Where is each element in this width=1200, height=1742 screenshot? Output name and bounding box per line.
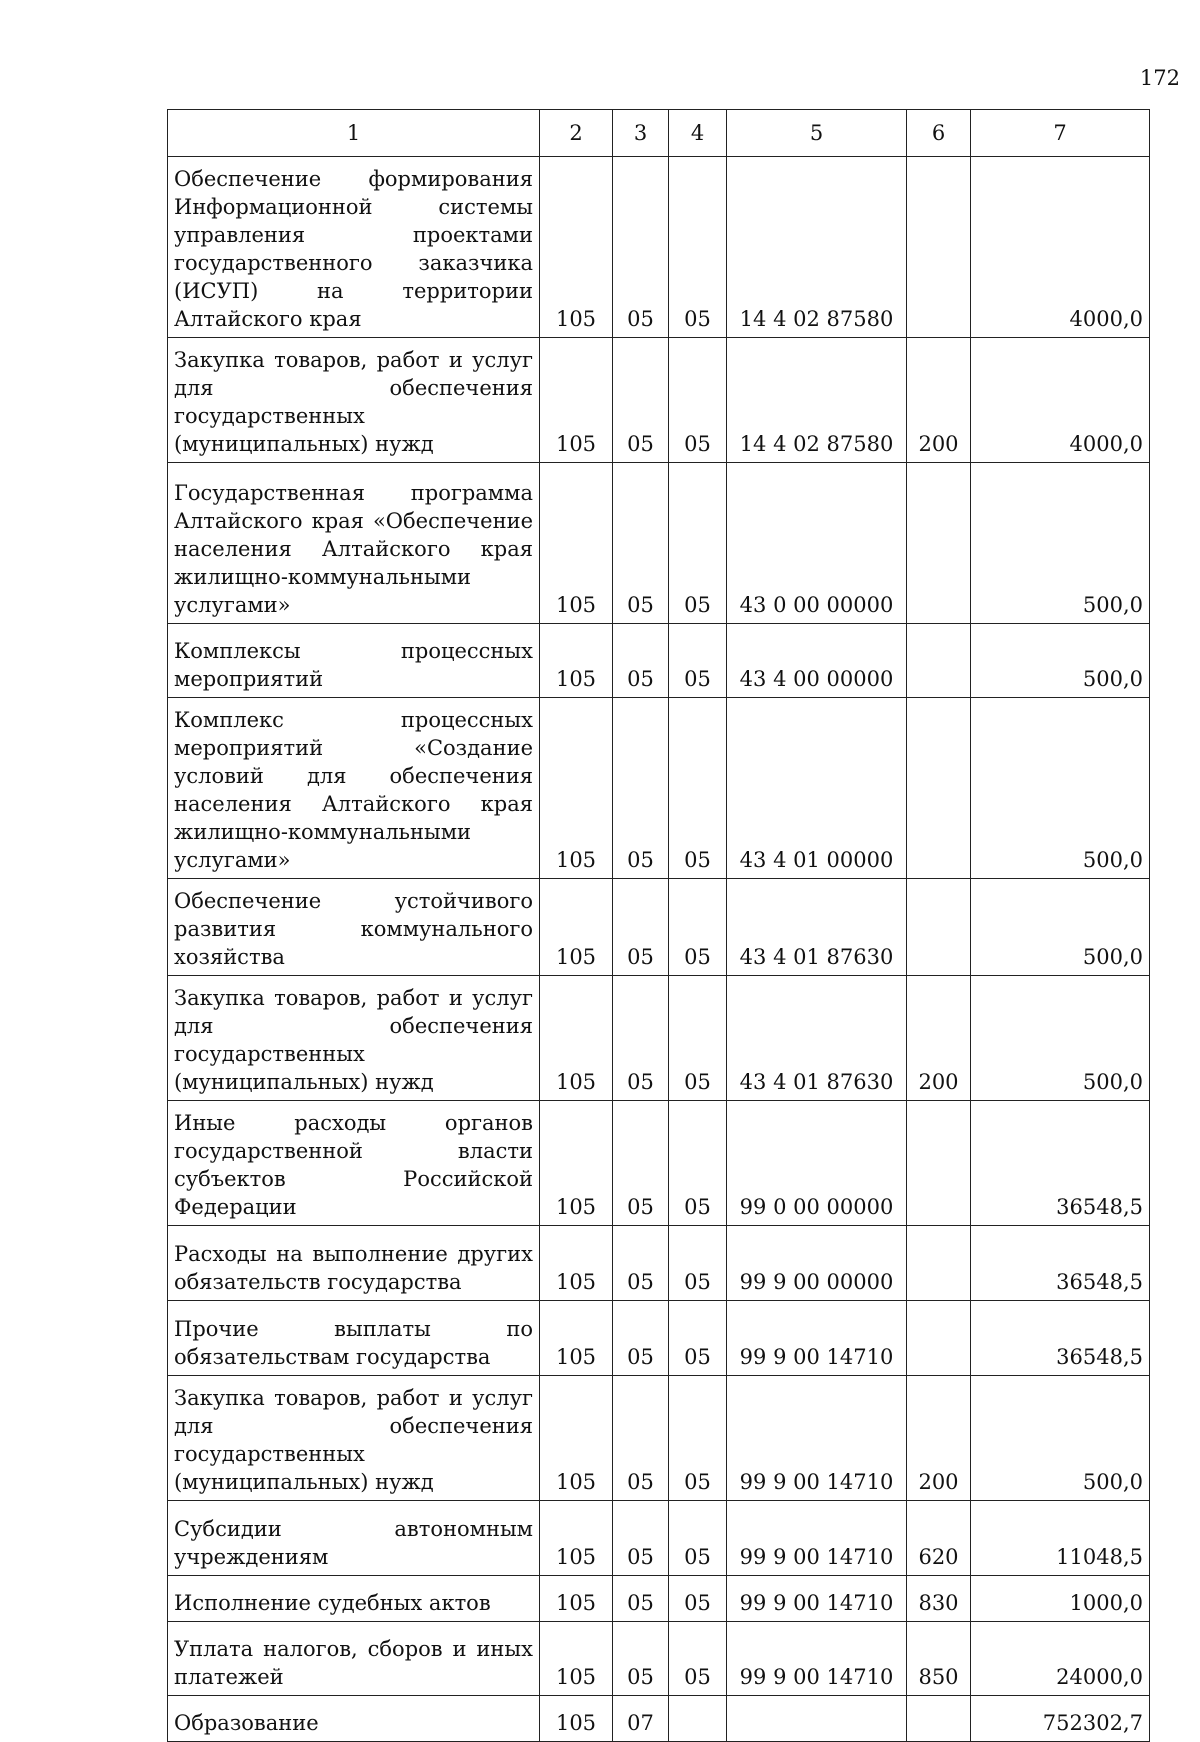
target-article-cell: 99 0 00 00000 <box>727 1101 907 1226</box>
table-row <box>168 698 1150 879</box>
amount-cell: 500,0 <box>971 463 1150 624</box>
subsection-code-cell: 05 <box>669 879 727 976</box>
amount-cell: 36548,5 <box>971 1301 1150 1376</box>
target-article-cell: 99 9 00 14710 <box>727 1301 907 1376</box>
row-name-cell: Субсидии автономным учреждениям <box>168 1501 540 1576</box>
expense-type-cell <box>907 624 971 698</box>
expense-type-cell <box>907 157 971 338</box>
chapter-code-cell: 05 <box>613 1226 669 1301</box>
subsection-code-cell: 05 <box>669 624 727 698</box>
expense-type-cell: 200 <box>907 1376 971 1501</box>
expense-type-cell <box>907 698 971 879</box>
chapter-code-cell: 05 <box>613 1101 669 1226</box>
section-code-cell: 105 <box>540 1501 613 1576</box>
target-article-cell: 99 9 00 14710 <box>727 1501 907 1576</box>
chapter-code-cell: 05 <box>613 698 669 879</box>
target-article-cell: 99 9 00 14710 <box>727 1376 907 1501</box>
section-code-cell: 105 <box>540 463 613 624</box>
section-code-cell: 105 <box>540 1622 613 1696</box>
target-article-cell: 99 9 00 00000 <box>727 1226 907 1301</box>
subsection-code-cell: 05 <box>669 1226 727 1301</box>
amount-cell: 1000,0 <box>971 1576 1150 1622</box>
expense-type-cell: 620 <box>907 1501 971 1576</box>
chapter-code-cell: 05 <box>613 1622 669 1696</box>
subsection-code-cell: 05 <box>669 463 727 624</box>
expense-type-cell <box>907 1226 971 1301</box>
row-name-cell: Закупка товаров, работ и услуг для обеспечения государственных (муниципальных) нужд <box>168 976 540 1101</box>
chapter-code-cell: 05 <box>613 1376 669 1501</box>
table-row <box>168 1576 1150 1622</box>
section-code-cell: 105 <box>540 1696 613 1742</box>
amount-cell: 500,0 <box>971 698 1150 879</box>
target-article-cell: 43 4 01 87630 <box>727 976 907 1101</box>
section-code-cell: 105 <box>540 624 613 698</box>
row-name-cell: Расходы на выполнение других обязательств государства <box>168 1226 540 1301</box>
table-row <box>168 976 1150 1101</box>
row-name-cell: Закупка товаров, работ и услуг для обеспечения государственных (муниципальных) нужд <box>168 338 540 463</box>
section-code-cell: 105 <box>540 976 613 1101</box>
row-name-cell: Образование <box>168 1696 540 1742</box>
row-name-cell: Прочие выплаты по обязательствам государства <box>168 1301 540 1376</box>
amount-cell: 36548,5 <box>971 1226 1150 1301</box>
row-name-cell: Иные расходы органов государственной власти субъектов Российской Федерации <box>168 1101 540 1226</box>
amount-cell: 500,0 <box>971 976 1150 1101</box>
page-number: 172 <box>1139 66 1180 90</box>
table-row <box>168 1101 1150 1226</box>
amount-cell: 4000,0 <box>971 157 1150 338</box>
amount-cell: 4000,0 <box>971 338 1150 463</box>
chapter-code-cell: 05 <box>613 157 669 338</box>
table-row <box>168 157 1150 338</box>
target-article-cell: 43 0 00 00000 <box>727 463 907 624</box>
column-header: 7 <box>971 110 1150 157</box>
subsection-code-cell: 05 <box>669 1101 727 1226</box>
column-header: 1 <box>168 110 540 157</box>
table-row <box>168 338 1150 463</box>
section-code-cell: 105 <box>540 879 613 976</box>
row-name-cell: Закупка товаров, работ и услуг для обеспечения государственных (муниципальных) нужд <box>168 1376 540 1501</box>
expense-type-cell <box>907 1696 971 1742</box>
chapter-code-cell: 05 <box>613 624 669 698</box>
amount-cell: 500,0 <box>971 624 1150 698</box>
subsection-code-cell: 05 <box>669 1301 727 1376</box>
row-name-cell: Комплексы процессных мероприятий <box>168 624 540 698</box>
chapter-code-cell: 05 <box>613 879 669 976</box>
amount-cell: 500,0 <box>971 1376 1150 1501</box>
amount-cell: 500,0 <box>971 879 1150 976</box>
subsection-code-cell: 05 <box>669 338 727 463</box>
subsection-code-cell: 05 <box>669 157 727 338</box>
row-name-cell: Исполнение судебных актов <box>168 1576 540 1622</box>
table-row <box>168 1696 1150 1742</box>
target-article-cell: 99 9 00 14710 <box>727 1622 907 1696</box>
target-article-cell: 99 9 00 14710 <box>727 1576 907 1622</box>
target-article-cell <box>727 1696 907 1742</box>
row-name-cell: Уплата налогов, сборов и иных платежей <box>168 1622 540 1696</box>
column-header: 2 <box>540 110 613 157</box>
row-name-cell: Обеспечение формирования Информационной системы управления проектами государственного заказчика (ИСУП) на территории Алтайского края <box>168 157 540 338</box>
target-article-cell: 43 4 01 87630 <box>727 879 907 976</box>
chapter-code-cell: 05 <box>613 1501 669 1576</box>
subsection-code-cell: 05 <box>669 1376 727 1501</box>
section-code-cell: 105 <box>540 157 613 338</box>
row-name-cell: Комплекс процессных мероприятий «Создание условий для обеспечения населения Алтайского края жилищно-коммунальными услугами» <box>168 698 540 879</box>
chapter-code-cell: 05 <box>613 338 669 463</box>
row-name-cell: Государственная программа Алтайского края «Обеспечение населения Алтайского края жилищно-коммунальными услугами» <box>168 463 540 624</box>
budget-table <box>167 109 1150 1742</box>
table-row <box>168 463 1150 624</box>
expense-type-cell <box>907 1301 971 1376</box>
expense-type-cell <box>907 1101 971 1226</box>
chapter-code-cell: 05 <box>613 1301 669 1376</box>
section-code-cell: 105 <box>540 1101 613 1226</box>
chapter-code-cell: 05 <box>613 976 669 1101</box>
column-header: 3 <box>613 110 669 157</box>
subsection-code-cell: 05 <box>669 1576 727 1622</box>
expense-type-cell <box>907 879 971 976</box>
expense-type-cell: 850 <box>907 1622 971 1696</box>
table-row <box>168 879 1150 976</box>
section-code-cell: 105 <box>540 338 613 463</box>
section-code-cell: 105 <box>540 1301 613 1376</box>
column-header: 5 <box>727 110 907 157</box>
table-row <box>168 624 1150 698</box>
table-row <box>168 1622 1150 1696</box>
column-header: 4 <box>669 110 727 157</box>
expense-type-cell: 200 <box>907 976 971 1101</box>
column-header: 6 <box>907 110 971 157</box>
target-article-cell: 14 4 02 87580 <box>727 157 907 338</box>
table-row <box>168 1301 1150 1376</box>
target-article-cell: 43 4 00 00000 <box>727 624 907 698</box>
section-code-cell: 105 <box>540 698 613 879</box>
target-article-cell: 43 4 01 00000 <box>727 698 907 879</box>
section-code-cell: 105 <box>540 1376 613 1501</box>
table-row <box>168 1501 1150 1576</box>
expense-type-cell <box>907 463 971 624</box>
chapter-code-cell: 07 <box>613 1696 669 1742</box>
amount-cell: 11048,5 <box>971 1501 1150 1576</box>
subsection-code-cell: 05 <box>669 976 727 1101</box>
amount-cell: 36548,5 <box>971 1101 1150 1226</box>
chapter-code-cell: 05 <box>613 1576 669 1622</box>
table-row <box>168 1376 1150 1501</box>
subsection-code-cell: 05 <box>669 1622 727 1696</box>
target-article-cell: 14 4 02 87580 <box>727 338 907 463</box>
subsection-code-cell: 05 <box>669 698 727 879</box>
section-code-cell: 105 <box>540 1226 613 1301</box>
expense-type-cell: 830 <box>907 1576 971 1622</box>
row-name-cell: Обеспечение устойчивого развития коммунального хозяйства <box>168 879 540 976</box>
amount-cell: 752302,7 <box>971 1696 1150 1742</box>
section-code-cell: 105 <box>540 1576 613 1622</box>
subsection-code-cell <box>669 1696 727 1742</box>
table-row <box>168 1226 1150 1301</box>
chapter-code-cell: 05 <box>613 463 669 624</box>
expense-type-cell: 200 <box>907 338 971 463</box>
subsection-code-cell: 05 <box>669 1501 727 1576</box>
header-row <box>168 110 1150 157</box>
amount-cell: 24000,0 <box>971 1622 1150 1696</box>
